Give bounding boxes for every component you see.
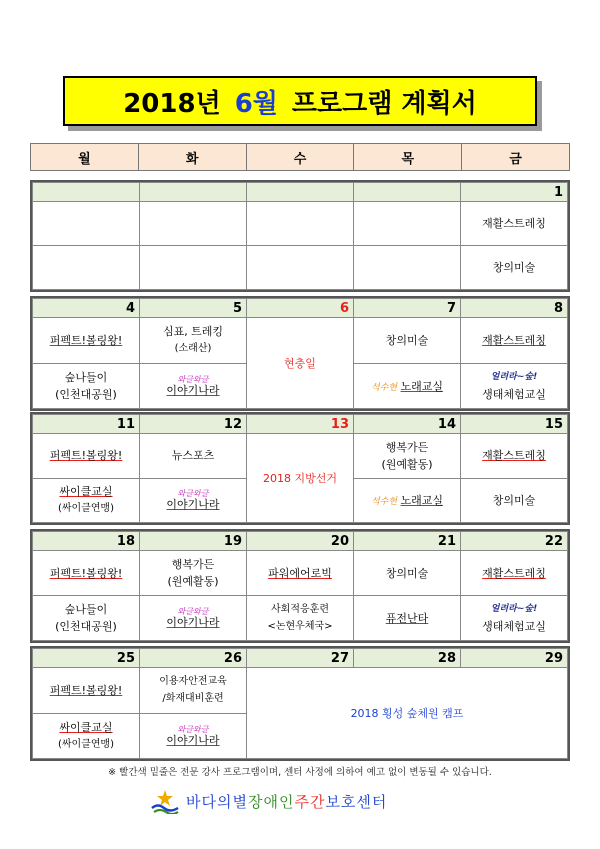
program-cell: [33, 478, 140, 523]
day-number: [247, 183, 354, 202]
day-number: 27: [247, 649, 354, 668]
weekday-tue: 화: [139, 144, 247, 170]
day-number: 5: [140, 299, 247, 318]
program-label: 노래교실: [400, 494, 444, 508]
program-cell: [33, 318, 140, 364]
program-script-label: 석수현: [370, 497, 398, 508]
day-number: 14: [354, 415, 461, 434]
empty-cell: [140, 246, 247, 290]
program-label: 퍼펙트!볼링왕!: [49, 449, 123, 463]
day-number: 22: [461, 532, 568, 551]
program-label: 창의미술: [492, 261, 536, 274]
program-sublabel: (소래산): [174, 343, 212, 355]
program-label: 재활스트레칭: [482, 217, 546, 230]
empty-cell: [140, 202, 247, 246]
empty-cell: [33, 202, 140, 246]
program-label: 퓨전난타: [385, 611, 429, 625]
program-script-label: 얼려라~숲!: [490, 371, 538, 382]
day-number: 8: [461, 299, 568, 318]
program-sublabel: (인천대공원): [55, 387, 117, 401]
program-sublabel: (싸이클연맹): [57, 738, 115, 750]
program-label: 이야기나라: [166, 616, 220, 629]
empty-cell: [354, 202, 461, 246]
org-name-part: 장애인: [247, 792, 295, 811]
program-label: 숲나들이: [64, 603, 108, 616]
day-number: 11: [33, 415, 140, 434]
day-number: 15: [461, 415, 568, 434]
program-sublabel: (싸이클연맹): [57, 503, 115, 515]
day-number: 19: [140, 532, 247, 551]
day-number: 1: [461, 183, 568, 202]
org-name-part: 보호센터: [325, 792, 388, 811]
program-cell: [461, 318, 568, 364]
empty-cell: [247, 246, 354, 290]
empty-cell: [33, 246, 140, 290]
day-number: 18: [33, 532, 140, 551]
weekday-wed: 수: [247, 144, 355, 170]
program-cell: [140, 478, 247, 523]
program-cell: [33, 363, 140, 409]
day-number: 26: [140, 649, 247, 668]
program-cell: [140, 668, 247, 714]
program-sublabel: /화재대비훈련: [162, 693, 224, 705]
week-1: [30, 180, 570, 292]
day-number: 20: [247, 532, 354, 551]
program-label: 이야기나라: [166, 498, 220, 512]
program-cell: [461, 246, 568, 290]
program-script-label: 와글와글: [177, 724, 209, 734]
day-number-holiday: 6: [247, 299, 354, 318]
program-label: 심표, 트레킹: [162, 325, 224, 339]
week-3: [30, 412, 570, 525]
weekday-header: [30, 143, 570, 171]
program-sublabel: <논현우체국>: [267, 621, 333, 632]
camp-label: 2018 횡성 숲체원 캠프: [350, 706, 464, 720]
program-cell: [140, 596, 247, 641]
program-cell: [33, 668, 140, 714]
program-script-label: 와글와글: [177, 489, 209, 499]
program-label: 창의미술: [385, 333, 429, 347]
empty-cell: [247, 202, 354, 246]
day-number: 28: [354, 649, 461, 668]
program-cell: [354, 596, 461, 641]
title-year: 2018년: [123, 88, 221, 119]
program-cell: [461, 363, 568, 409]
program-label: 싸이클교실: [59, 485, 113, 499]
day-number: 12: [140, 415, 247, 434]
program-script-label: 석수현: [370, 382, 398, 393]
empty-cell: [354, 246, 461, 290]
program-label: 창의미술: [492, 493, 536, 507]
program-script-label: 얼려라~숲!: [490, 604, 538, 614]
title-month: 6월: [234, 88, 278, 119]
program-label: 이용자안전교육: [159, 676, 227, 688]
program-cell: [461, 478, 568, 523]
day-number: 29: [461, 649, 568, 668]
program-label: 숲나들이: [64, 370, 108, 384]
holiday-label: 2018 지방선거: [263, 471, 337, 485]
weekday-mon: 월: [31, 144, 139, 170]
program-cell: [461, 434, 568, 479]
day-number: [33, 183, 140, 202]
week-4: [30, 529, 570, 643]
program-label: 파워에어로빅: [268, 566, 332, 580]
day-number: [140, 183, 247, 202]
holiday-label: 현충일: [284, 356, 316, 370]
org-name: [186, 791, 387, 812]
week-5: [30, 646, 570, 761]
program-cell: [461, 202, 568, 246]
day-number: 7: [354, 299, 461, 318]
program-cell: [461, 596, 568, 641]
program-sublabel: (원예활동): [381, 457, 433, 471]
program-cell: [140, 363, 247, 409]
program-label: 생태체험교실: [482, 620, 546, 633]
program-label: 행복가든: [385, 440, 429, 454]
program-label: 퍼펙트!볼링왕!: [49, 333, 123, 347]
org-logo: [150, 786, 450, 816]
weekday-thu: 목: [354, 144, 462, 170]
weekday-fri: 금: [462, 144, 569, 170]
program-cell: [354, 478, 461, 523]
program-cell: [354, 318, 461, 364]
program-cell: [140, 434, 247, 479]
program-cell: [354, 363, 461, 409]
page-title: [63, 76, 537, 126]
program-cell: [33, 551, 140, 596]
org-name-part: 주간: [294, 792, 326, 811]
program-label: 행복가든: [171, 558, 215, 571]
program-cell: [140, 713, 247, 759]
program-label: 이야기나라: [166, 383, 220, 397]
program-label: 재활스트레칭: [482, 333, 546, 347]
program-label: 창의미술: [385, 566, 429, 580]
org-name-part: 바다의별: [186, 792, 248, 811]
program-label: 재활스트레칭: [482, 566, 546, 580]
day-number: 21: [354, 532, 461, 551]
program-cell: [247, 551, 354, 596]
program-cell: [354, 551, 461, 596]
holiday-cell: [247, 434, 354, 523]
program-label: 퍼펙트!볼링왕!: [49, 683, 123, 697]
day-number-holiday: 13: [247, 415, 354, 434]
day-number: 25: [33, 649, 140, 668]
program-sublabel: (원예활동): [167, 575, 219, 588]
program-cell: [33, 596, 140, 641]
program-label: 사회적응훈련: [271, 604, 329, 615]
program-cell: [140, 551, 247, 596]
program-cell: [33, 713, 140, 759]
day-number: 4: [33, 299, 140, 318]
program-cell: [461, 551, 568, 596]
program-label: 싸이클교실: [59, 720, 113, 734]
program-label: 노래교실: [400, 379, 444, 393]
program-script-label: 와글와글: [177, 374, 209, 384]
footnote: ※ 빨간색 밑줄은 전문 강사 프로그램이며, 센터 사정에 의하여 예고 없이 변동될 수 있습니다.: [108, 767, 492, 778]
title-rest: 프로그램 계획서: [291, 88, 477, 119]
program-label: 퍼펙트!볼링왕!: [49, 566, 123, 580]
program-cell: [247, 596, 354, 641]
program-cell: [33, 434, 140, 479]
program-script-label: 와글와글: [177, 607, 209, 616]
program-cell: [354, 434, 461, 479]
program-label: 뉴스포츠: [171, 449, 215, 463]
program-label: 재활스트레칭: [482, 449, 546, 463]
program-label: 생태체험교실: [482, 387, 546, 401]
holiday-cell: [247, 318, 354, 409]
star-wave-logo-icon: [150, 788, 180, 814]
camp-cell: [247, 668, 568, 759]
program-label: 이야기나라: [166, 733, 220, 747]
week-2: [30, 296, 570, 411]
day-number: [354, 183, 461, 202]
program-cell: [140, 318, 247, 364]
program-sublabel: (인천대공원): [55, 620, 117, 633]
